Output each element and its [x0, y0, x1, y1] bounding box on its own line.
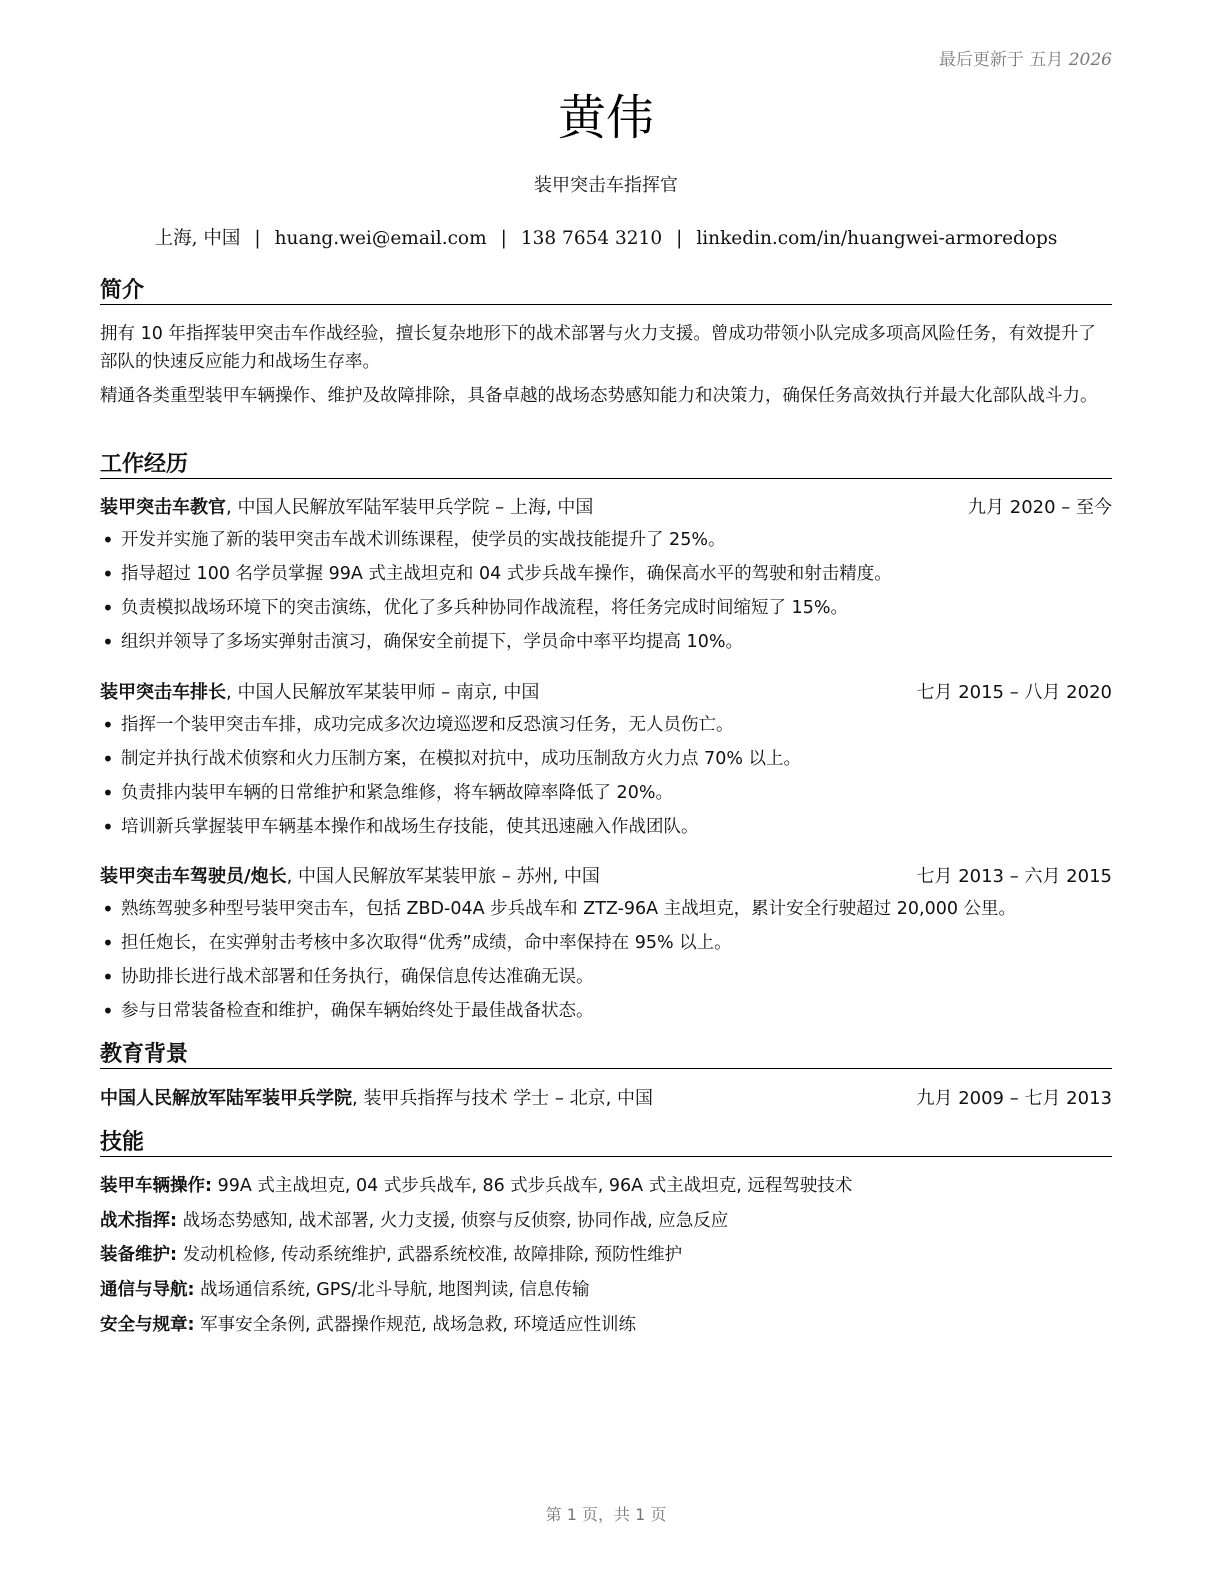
contact-email[interactable]: huang.wei@email.com	[274, 228, 487, 249]
skill-label: 装甲车辆操作:	[100, 1176, 212, 1196]
job-bullet: • 开发并实施了新的装甲突击车战术训练课程，使学员的实战技能提升了 25%。	[100, 526, 1112, 560]
skill-row	[100, 1242, 1112, 1268]
job-role: 装甲突击车排长	[100, 682, 226, 703]
education-detail: , 装甲兵指挥与技术 学士 – 北京, 中国	[352, 1088, 654, 1109]
contact-phone: 138 7654 3210	[520, 228, 663, 249]
contact-location: 上海, 中国	[154, 228, 241, 249]
contact-separator: |	[254, 228, 261, 249]
contact-separator: |	[676, 228, 683, 249]
last-updated	[939, 45, 1112, 70]
candidate-name: 黄伟	[557, 90, 654, 146]
contact-line	[100, 224, 1112, 250]
job-org: , 中国人民解放军陆军装甲兵学院 – 上海, 中国	[226, 497, 594, 518]
job-header	[100, 496, 1112, 520]
job-date: 七月 2013 – 六月 2015	[916, 866, 1112, 887]
resume-page	[100, 0, 1112, 1584]
skill-value: 战场通信系统, GPS/北斗导航, 地图判读, 信息传输	[194, 1280, 590, 1300]
skill-row	[100, 1277, 1112, 1303]
job-bullet: • 熟练驾驶多种型号装甲突击车，包括 ZBD-04A 步兵战车和 ZTZ-96A 主战坦克，累计安全行驶超过 20,000 公里。	[100, 895, 1112, 929]
job-bullet: • 参与日常装备检查和维护，确保车辆始终处于最佳战备状态。	[100, 997, 1112, 1031]
skill-value: 发动机检修, 传动系统维护, 武器系统校准, 故障排除, 预防性维护	[177, 1245, 683, 1265]
skill-label: 装备维护:	[100, 1245, 177, 1265]
job-bullet: • 培训新兵掌握装甲车辆基本操作和战场生存技能，使其迅速融入作战团队。	[100, 813, 1112, 847]
job-date: 九月 2020 – 至今	[968, 497, 1112, 518]
summary-paragraph: 拥有 10 年指挥装甲突击车作战经验，擅长复杂地形下的战术部署与火力支援。曾成功带领小队完成多项高风险任务，有效提升了部队的快速反应能力和战场生存率。	[100, 324, 1096, 372]
experience-heading: 工作经历	[100, 452, 1112, 479]
page-footer: 第 1 页，共 1 页	[545, 1505, 667, 1524]
contact-linkedin[interactable]: linkedin.com/in/huangwei-armoredops	[696, 228, 1058, 249]
last-updated-year: 2026	[1068, 50, 1112, 70]
job-bullet: • 制定并执行战术侦察和火力压制方案，在模拟对抗中，成功压制敌方火力点 70% 以上。	[100, 745, 1112, 779]
job-role: 装甲突击车教官	[100, 497, 226, 518]
job-bullets	[100, 895, 1112, 1031]
education-entry	[100, 1087, 1112, 1111]
skill-row	[100, 1208, 1112, 1234]
education-heading: 教育背景	[100, 1042, 1112, 1069]
skill-value: 战场态势感知, 战术部署, 火力支援, 侦察与反侦察, 协同作战, 应急反应	[177, 1211, 729, 1231]
skill-label: 安全与规章:	[100, 1315, 195, 1335]
job-bullet: • 担任炮长，在实弹射击考核中多次取得“优秀”成绩，命中率保持在 95% 以上。	[100, 929, 1112, 963]
job-bullet: • 指挥一个装甲突击车排，成功完成多次边境巡逻和反恐演习任务，无人员伤亡。	[100, 711, 1112, 745]
summary-paragraph: 精通各类重型装甲车辆操作、维护及故障排除，具备卓越的战场态势感知能力和决策力，确保任务高效执行并最大化部队战斗力。	[100, 386, 1098, 406]
job-bullet: • 指导超过 100 名学员掌握 99A 式主战坦克和 04 式步兵战车操作，确保高水平的驾驶和射击精度。	[100, 560, 1112, 594]
job-header	[100, 865, 1112, 889]
job-org: , 中国人民解放军某装甲师 – 南京, 中国	[226, 682, 540, 703]
job-role: 装甲突击车驾驶员/炮长	[100, 866, 287, 887]
skill-row	[100, 1312, 1112, 1338]
skill-label: 战术指挥:	[100, 1211, 177, 1231]
skills-heading: 技能	[100, 1130, 1112, 1157]
candidate-title: 装甲突击车指挥官	[534, 175, 678, 196]
job-bullets	[100, 711, 1112, 847]
skill-row	[100, 1173, 1112, 1199]
education-school: 中国人民解放军陆军装甲兵学院	[100, 1088, 352, 1109]
job-bullets	[100, 526, 1112, 662]
summary-heading: 简介	[100, 278, 1112, 305]
last-updated-prefix: 最后更新于 五月	[938, 50, 1064, 70]
job-bullet: • 组织并领导了多场实弹射击演习，确保安全前提下，学员命中率平均提高 10%。	[100, 628, 1112, 662]
job-bullet: • 负责排内装甲车辆的日常维护和紧急维修，将车辆故障率降低了 20%。	[100, 779, 1112, 813]
job-bullet: • 协助排长进行战术部署和任务执行，确保信息传达准确无误。	[100, 963, 1112, 997]
job-header	[100, 681, 1112, 705]
job-bullet: • 负责模拟战场环境下的突击演练，优化了多兵种协同作战流程，将任务完成时间缩短了 15%。	[100, 594, 1112, 628]
skill-value: 99A 式主战坦克, 04 式步兵战车, 86 式步兵战车, 96A 式主战坦克, 远程驾驶技术	[212, 1176, 853, 1196]
skill-value: 军事安全条例, 武器操作规范, 战场急救, 环境适应性训练	[194, 1315, 636, 1335]
job-org: , 中国人民解放军某装甲旅 – 苏州, 中国	[286, 866, 600, 887]
education-date: 九月 2009 – 七月 2013	[916, 1088, 1112, 1109]
skill-label: 通信与导航:	[100, 1280, 195, 1300]
job-date: 七月 2015 – 八月 2020	[916, 682, 1112, 703]
contact-separator: |	[500, 228, 507, 249]
